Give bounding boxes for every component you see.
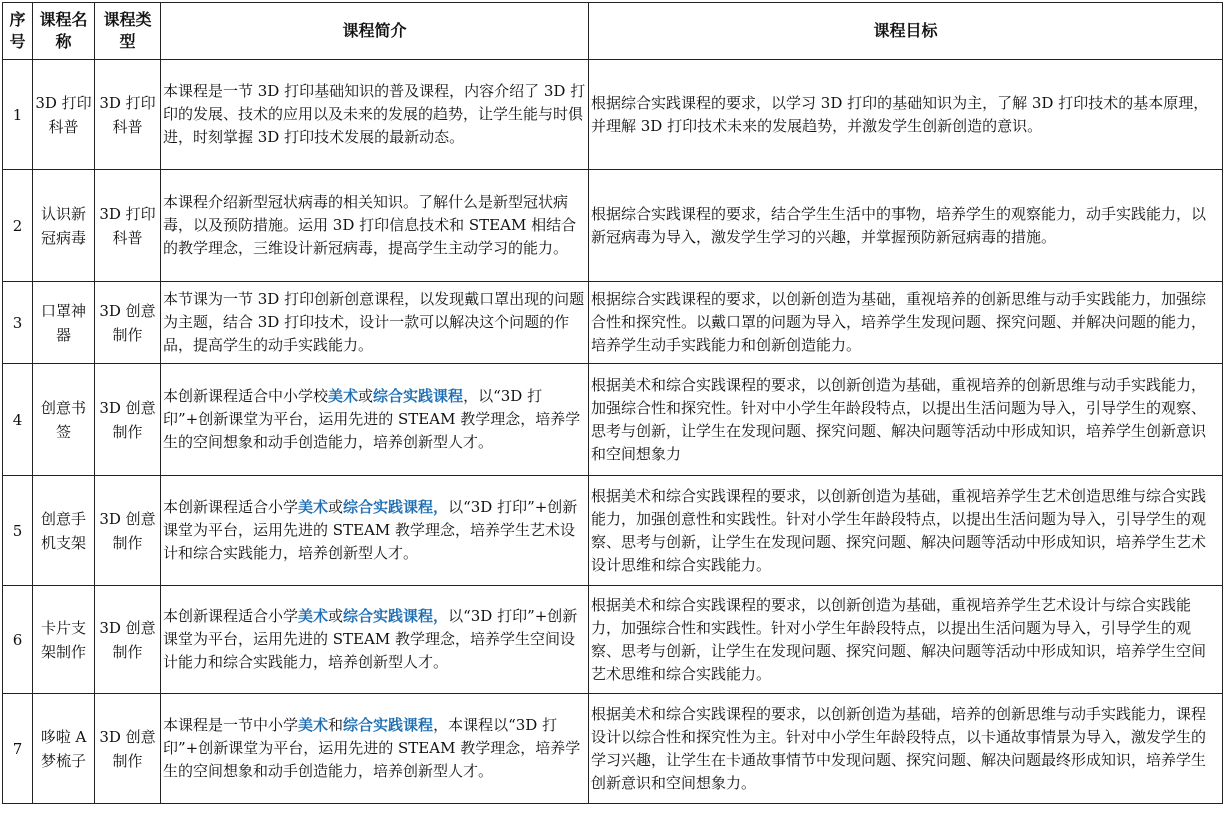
course-goal: 根据美术和综合实践课程的要求，以创新创造为基础，重视培养学生艺术创造思维与综合实践能力，加强创意性和实践性。针对小学生年龄段特点，以提出生活问题为导入，引导学生的观察、思考与创新，让学生在发现问题、探究问题、解决问题等活动中形成知识，培养学生艺术设计思维和综合实践能力。 (589, 476, 1223, 586)
table-body (3, 60, 1223, 804)
intro-text: 或 (358, 387, 374, 405)
course-type: 3D 创意制作 (95, 586, 161, 694)
highlight-text: 美术 (298, 716, 329, 734)
intro-text: 本创新课程适合小学 (163, 498, 299, 516)
course-type: 3D 创意制作 (95, 694, 161, 804)
highlight-text: 综合实践课程， (343, 498, 449, 516)
header-name: 课程名称 (33, 3, 95, 60)
intro-text: 本创新课程适合小学 (163, 607, 299, 625)
course-type: 3D 创意制作 (95, 476, 161, 586)
course-intro (161, 282, 589, 364)
highlight-text: 美术 (298, 498, 329, 516)
row-index: 6 (3, 586, 33, 694)
intro-text: 以“3D 打印”+创新课堂为平台，运用先进的 STEAM 教学理念，培养学生空间设计能力和综合实践能力，培养创新型人才。 (163, 607, 578, 671)
table-row (3, 586, 1223, 694)
intro-text: 本课程介绍新型冠状病毒的相关知识。了解什么是新型冠状病毒，以及预防措施。运用 3D 打印信息技术和 STEAM 相结合的教学理念，三维设计新冠病毒，提高学生主动学习的能力。 (163, 193, 577, 257)
intro-text: 本课程是一节 3D 打印基础知识的普及课程，内容介绍了 3D 打印的发展、技术的应用以及未来的发展的趋势，让学生能与时俱进，时刻掌握 3D 打印技术发展的最新动态。 (163, 82, 586, 146)
intro-text: 本课程是一节中小学 (163, 716, 299, 734)
table-row (3, 364, 1223, 476)
table-row (3, 694, 1223, 804)
intro-text: 或 (328, 498, 344, 516)
table-row (3, 282, 1223, 364)
course-intro (161, 170, 589, 282)
row-index: 2 (3, 170, 33, 282)
course-intro (161, 476, 589, 586)
highlight-text: 综合实践课程， (343, 607, 449, 625)
course-type: 3D 创意制作 (95, 364, 161, 476)
intro-text: 以“3D 打印”+创新课堂为平台，运用先进的 STEAM 教学理念，培养学生艺术设计和综合实践能力，培养创新型人才。 (163, 498, 578, 562)
intro-text: 本节课为一节 3D 打印创新创意课程，以发现戴口罩出现的问题为主题，结合 3D 打印技术，设计一款可以解决这个问题的作品，提高学生的动手实践能力。 (163, 290, 585, 354)
course-goal: 根据美术和综合实践课程的要求，以创新创造为基础，重视培养学生艺术设计与综合实践能力，加强综合性和实践性。针对小学生年龄段特点，以提出生活问题为导入，引导学生的观察、思考与创新，让学生在发现问题、探究问题、解决问题等活动中形成知识，培养学生空间艺术思维和综合实践能力。 (589, 586, 1223, 694)
course-type: 3D 打印科普 (95, 170, 161, 282)
header-goal: 课程目标 (589, 3, 1223, 60)
course-intro (161, 364, 589, 476)
table-row (3, 476, 1223, 586)
table-row (3, 60, 1223, 170)
course-intro (161, 694, 589, 804)
row-index: 1 (3, 60, 33, 170)
row-index: 4 (3, 364, 33, 476)
table-row (3, 170, 1223, 282)
row-index: 7 (3, 694, 33, 804)
course-type: 3D 创意制作 (95, 282, 161, 364)
course-intro (161, 586, 589, 694)
header-index: 序号 (3, 3, 33, 60)
course-name: 口罩神器 (33, 282, 95, 364)
course-name: 3D 打印科普 (33, 60, 95, 170)
course-table (2, 2, 1223, 804)
highlight-text: 美术 (328, 387, 359, 405)
course-goal: 根据美术和综合实践课程的要求，以创新创造为基础，重视培养的创新思维与动手实践能力，加强综合性和探究性。针对中小学生年龄段特点，以提出生活问题为导入，引导学生的观察、思考与创新，让学生在发现问题、探究问题、解决问题等活动中形成知识，培养学生创新意识和空间想象力 (589, 364, 1223, 476)
row-index: 3 (3, 282, 33, 364)
course-name: 创意书签 (33, 364, 95, 476)
course-name: 认识新冠病毒 (33, 170, 95, 282)
header-row (3, 3, 1223, 60)
intro-text: 和 (328, 716, 344, 734)
row-index: 5 (3, 476, 33, 586)
highlight-text: 综合实践课程 (343, 716, 434, 734)
header-intro: 课程简介 (161, 3, 589, 60)
course-goal: 根据综合实践课程的要求，结合学生生活中的事物，培养学生的观察能力，动手实践能力，以新冠病毒为导入，激发学生学习的兴趣，并掌握预防新冠病毒的措施。 (589, 170, 1223, 282)
highlight-text: 综合实践课程 (373, 387, 464, 405)
course-type: 3D 打印科普 (95, 60, 161, 170)
course-goal: 根据美术和综合实践课程的要求，以创新创造为基础，培养的创新思维与动手实践能力，课程设计以综合性和探究性为主。针对中小学生年龄段特点，以卡通故事情景为导入，激发学生的学习兴趣，让学生在卡通故事情节中发现问题、探究问题、解决问题最终形成知识，培养学生创新意识和空间想象力。 (589, 694, 1223, 804)
intro-text: 或 (328, 607, 344, 625)
intro-text: 本创新课程适合中小学校 (163, 387, 329, 405)
intro-text: ，本课程以“3D 打印”+创新课堂为平台，运用先进的 STEAM 教学理念，培养学生的空间想象和动手创造能力，培养创新型人才。 (163, 716, 581, 780)
course-goal: 根据综合实践课程的要求，以学习 3D 打印的基础知识为主，了解 3D 打印技术的基本原理，并理解 3D 打印技术未来的发展趋势，并激发学生创新创造的意识。 (589, 60, 1223, 170)
course-goal: 根据综合实践课程的要求，以创新创造为基础，重视培养的创新思维与动手实践能力，加强综合性和探究性。以戴口罩的问题为导入，培养学生发现问题、探究问题、并解决问题的能力，培养学生动手实践能力和创新创造能力。 (589, 282, 1223, 364)
course-name: 卡片支架制作 (33, 586, 95, 694)
intro-text: ，以“3D 打印”+创新课堂为平台，运用先进的 STEAM 教学理念，培养学生的空间想象和动手创造能力，培养创新型人才。 (163, 387, 581, 451)
course-name: 哆啦 A 梦梳子 (33, 694, 95, 804)
course-intro (161, 60, 589, 170)
course-name: 创意手机支架 (33, 476, 95, 586)
header-type: 课程类型 (95, 3, 161, 60)
highlight-text: 美术 (298, 607, 329, 625)
